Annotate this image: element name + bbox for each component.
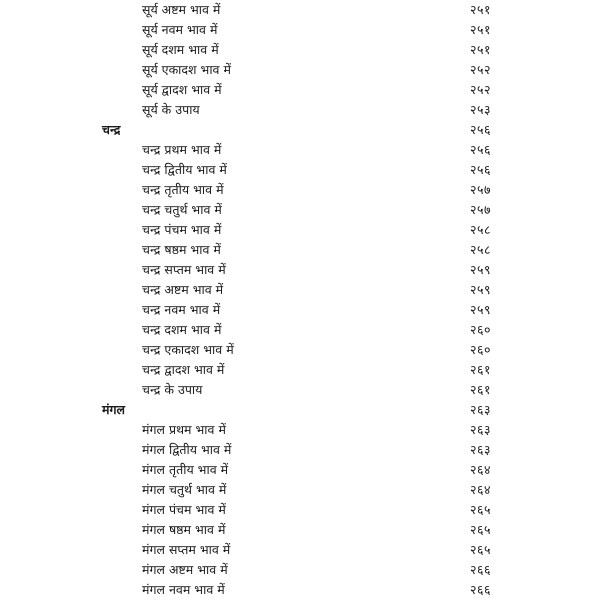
- toc-page-number: २५९: [470, 302, 492, 317]
- toc-entry-title: मंगल सप्तम भाव में: [142, 542, 231, 557]
- toc-page-number: २६५: [470, 542, 492, 557]
- toc-page-number: २५९: [470, 262, 492, 277]
- toc-section-heading[interactable]: [0, 120, 600, 140]
- toc-entry[interactable]: [0, 420, 600, 440]
- toc-entry-title: सूर्य दशम भाव में: [142, 42, 219, 57]
- toc-entry-title: चन्द्र के उपाय: [142, 382, 203, 397]
- toc-page-number: २५३: [470, 102, 492, 117]
- toc-entry-title: चन्द्र सप्तम भाव में: [142, 262, 226, 277]
- toc-entry-title: सूर्य एकादश भाव में: [142, 62, 231, 77]
- toc-page-number: २५१: [470, 22, 492, 37]
- toc-page-number: २६३: [470, 442, 492, 457]
- toc-entry-title: चन्द्र चतुर्थ भाव में: [142, 202, 222, 217]
- toc-page-number: २५२: [470, 82, 492, 97]
- toc-entry[interactable]: [0, 500, 600, 520]
- toc-entry[interactable]: [0, 460, 600, 480]
- toc-entry[interactable]: [0, 200, 600, 220]
- toc-page-number: २६५: [470, 522, 492, 537]
- toc-entry-title: सूर्य अष्टम भाव में: [142, 2, 221, 17]
- toc-entry-title: चन्द्र नवम भाव में: [142, 302, 221, 317]
- toc-page-number: २६४: [470, 482, 492, 497]
- toc-entry-title: सूर्य द्वादश भाव में: [142, 82, 222, 97]
- toc-entry[interactable]: [0, 540, 600, 560]
- toc-entry[interactable]: [0, 180, 600, 200]
- toc-page-number: २६६: [470, 582, 492, 597]
- toc-page-number: २६४: [470, 462, 492, 477]
- toc-page-number: २६१: [470, 362, 492, 377]
- toc-entry-title: मंगल प्रथम भाव में: [142, 422, 226, 437]
- toc-entry[interactable]: [0, 320, 600, 340]
- toc-entry-title: मंगल अष्टम भाव में: [142, 562, 228, 577]
- toc-entry-title: मंगल चतुर्थ भाव में: [142, 482, 227, 497]
- toc-page-number: २५८: [470, 222, 492, 237]
- toc-entry-title: चन्द्र पंचम भाव में: [142, 222, 222, 237]
- toc-section-heading[interactable]: [0, 400, 600, 420]
- toc-entry[interactable]: [0, 260, 600, 280]
- toc-page-number: २५८: [470, 242, 492, 257]
- toc-entry[interactable]: [0, 140, 600, 160]
- toc-page-number: २५१: [470, 2, 492, 17]
- toc-entry[interactable]: [0, 80, 600, 100]
- toc-page-number: २६०: [470, 342, 492, 357]
- toc-entry-title: चन्द्र तृतीय भाव में: [142, 182, 224, 197]
- toc-entry-title: मंगल षष्ठम भाव में: [142, 522, 226, 537]
- toc-page-number: २५६: [470, 122, 492, 137]
- toc-entry-title: चन्द्र द्वादश भाव में: [142, 362, 225, 377]
- toc-entry[interactable]: [0, 160, 600, 180]
- toc-page-number: २६६: [470, 562, 492, 577]
- toc-page-number: २५६: [470, 142, 492, 157]
- toc-page-number: २५९: [470, 282, 492, 297]
- toc-page-number: २५६: [470, 162, 492, 177]
- toc-entry[interactable]: [0, 240, 600, 260]
- toc-entry[interactable]: [0, 40, 600, 60]
- toc-page-number: २६०: [470, 322, 492, 337]
- toc-entry[interactable]: [0, 60, 600, 80]
- toc-entry-title: सूर्य नवम भाव में: [142, 22, 218, 37]
- toc-entry[interactable]: [0, 280, 600, 300]
- toc-entry[interactable]: [0, 560, 600, 580]
- toc-entry-title: चन्द्र षष्ठम भाव में: [142, 242, 221, 257]
- toc-heading-title: मंगल: [102, 402, 125, 417]
- toc-entry[interactable]: [0, 0, 600, 20]
- toc-page-number: २५७: [470, 202, 492, 217]
- toc-entry[interactable]: [0, 340, 600, 360]
- toc-entry[interactable]: [0, 440, 600, 460]
- toc-page-number: २६५: [470, 502, 492, 517]
- toc-entry-title: चन्द्र प्रथम भाव में: [142, 142, 222, 157]
- toc-page-number: २६३: [470, 402, 492, 417]
- toc-entry[interactable]: [0, 100, 600, 120]
- toc-page-number: २५७: [470, 182, 492, 197]
- toc-page-number: २५२: [470, 62, 492, 77]
- toc-heading-title: चन्द्र: [102, 122, 121, 137]
- toc-entry-title: मंगल द्वितीय भाव में: [142, 442, 232, 457]
- toc-entry[interactable]: [0, 360, 600, 380]
- toc-entry-title: चन्द्र अष्टम भाव में: [142, 282, 224, 297]
- toc-entry[interactable]: [0, 300, 600, 320]
- toc-entry[interactable]: [0, 580, 600, 600]
- toc-entry-title: चन्द्र एकादश भाव में: [142, 342, 234, 357]
- toc-entry-title: चन्द्र द्वितीय भाव में: [142, 162, 227, 177]
- toc-entry-title: सूर्य के उपाय: [142, 102, 200, 117]
- toc-entry-title: चन्द्र दशम भाव में: [142, 322, 222, 337]
- toc-entry[interactable]: [0, 220, 600, 240]
- toc-entry-title: मंगल तृतीय भाव में: [142, 462, 229, 477]
- toc-entry[interactable]: [0, 380, 600, 400]
- toc-entry-title: मंगल पंचम भाव में: [142, 502, 226, 517]
- toc-page-number: २५१: [470, 42, 492, 57]
- toc-entry[interactable]: [0, 480, 600, 500]
- toc-entry[interactable]: [0, 520, 600, 540]
- toc-page-number: २६३: [470, 422, 492, 437]
- toc-page-number: २६१: [470, 382, 492, 397]
- toc-entry[interactable]: [0, 20, 600, 40]
- toc-entry-title: मंगल नवम भाव में: [142, 582, 225, 597]
